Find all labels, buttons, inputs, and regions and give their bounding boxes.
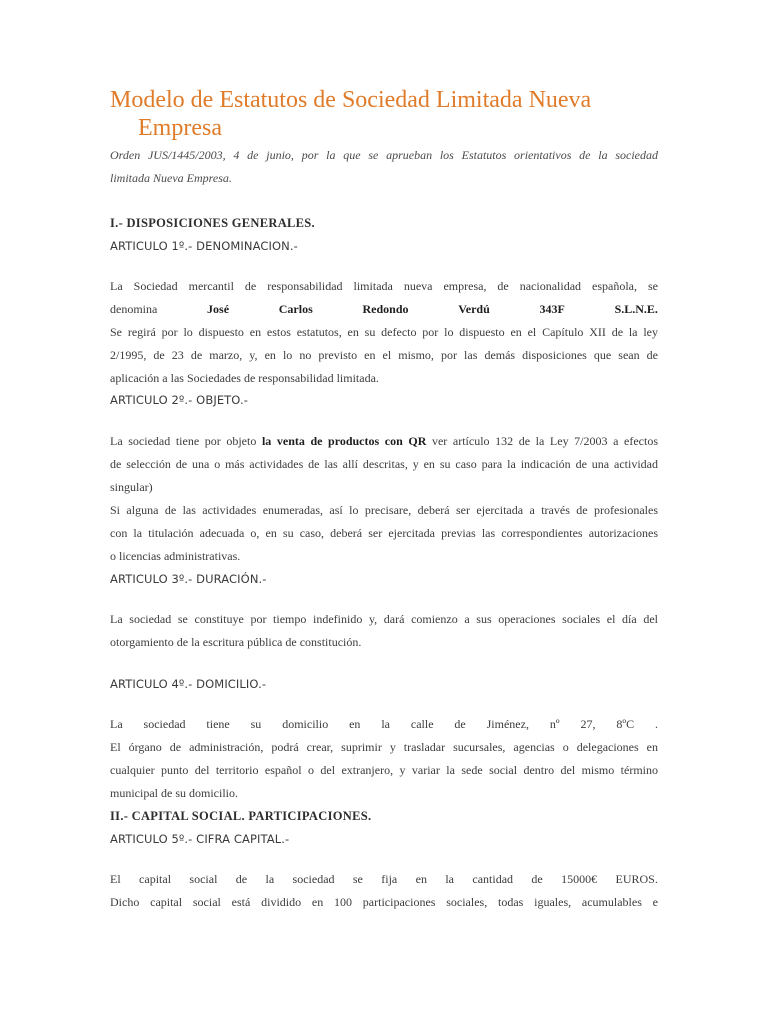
address-word: 8ºC [616,717,635,731]
capital-word: de [235,872,248,886]
article-2-line-3: singular) [110,480,153,494]
article-3-line-1: La sociedad se constituye por tiempo indefinido y, dará comienzo a sus operaciones sociales el día del [110,612,658,626]
company-name-word: 343F [539,302,565,316]
company-name-word: S.L.N.E. [614,302,658,316]
capital-word: EUROS. [615,872,658,886]
article-3-paragraph [110,608,658,654]
denomina-word: denomina [110,302,158,316]
article-3-heading: ARTICULO 3º.- DURACIÓN.- [110,572,267,586]
address-word: Jiménez, [486,717,529,731]
article-2-paragraph [110,430,658,568]
capital-word: de [531,872,543,886]
address-word: 27, [580,717,596,731]
article-2-heading: ARTICULO 2º.- OBJETO.- [110,393,248,407]
company-name-word: Redondo [362,302,409,316]
company-name-word: Verdú [458,302,490,316]
article-1-heading: ARTICULO 1º.- DENOMINACION.- [110,239,298,253]
article-1-line-3: Se regirá por lo dispuesto en estos estatutos, en su defecto por lo dispuesto en el Capítulo XII de la ley [110,325,658,339]
article-2-line-1 [110,430,658,453]
capital-word: la [265,872,275,886]
address-word: en [349,717,361,731]
address-word: La [110,717,123,731]
document-subtitle [110,144,658,190]
section-heading-general: I.- DISPOSICIONES GENERALES. [110,216,315,230]
address-word: . [655,717,658,731]
address-word: su [250,717,262,731]
subtitle-line-1: Orden JUS/1445/2003, 4 de junio, por la que se aprueban los Estatutos orientativos de la sociedad [110,148,658,162]
article-1-denomination-line [110,298,658,321]
capital-word: fija [381,872,398,886]
address-word: la [381,717,390,731]
capital-word: la [445,872,455,886]
article-2-line-5: con la titulación adecuada o, en su caso, deberá ser ejercitada previas las correspondientes autorizaciones [110,526,658,540]
object-reference-text: ver artículo 132 de la Ley 7/2003 a efectos [426,434,658,448]
title-line-2: Empresa [138,115,222,141]
capital-word: en [415,872,427,886]
article-5-capital-line [110,868,658,891]
address-word: domicilio [282,717,329,731]
capital-word: se [352,872,363,886]
company-name-word: Carlos [278,302,313,316]
document-title [110,86,658,142]
capital-word: sociedad [292,872,335,886]
article-4-line-3: cualquier punto del territorio español o del extranjero, y variar la sede social dentro del mismo término [110,763,658,777]
address-word: calle [410,717,434,731]
subtitle-line-2: limitada Nueva Empresa. [110,171,232,185]
capital-word: social [189,872,218,886]
article-4-line-2: El órgano de administración, podrá crear, suprimir y trasladar sucursales, agencias o delegaciones en [110,740,658,754]
article-4-paragraph [110,713,658,805]
article-4-heading: ARTICULO 4º.- DOMICILIO.- [110,677,267,691]
article-5-line-2: Dicho capital social está dividido en 100 participaciones sociales, todas iguales, acumulables e [110,895,658,909]
article-5-heading: ARTICULO 5º.- CIFRA CAPITAL.- [110,832,290,846]
capital-word: cantidad [472,872,514,886]
article-3-line-2: otorgamiento de la escritura pública de constitución. [110,635,362,649]
article-1-line-4: 2/1995, de 23 de marzo, y, en lo no previsto en el mismo, por las demás disposiciones que sean de [110,348,658,362]
capital-word: capital [139,872,172,886]
article-1-line-5: aplicación a las Sociedades de responsabilidad limitada. [110,371,379,385]
article-5-paragraph [110,868,658,914]
article-4-line-4: municipal de su domicilio. [110,786,238,800]
capital-amount: 15000€ [561,872,598,886]
company-name-word: José [207,302,230,316]
section-heading-capital: II.- CAPITAL SOCIAL. PARTICIPACIONES. [110,809,372,823]
article-2-line-4: Si alguna de las actividades enumeradas, así lo precisare, deberá ser ejercitada a través de profesionales [110,503,658,517]
address-word: nº [549,717,560,731]
object-intro-text: La sociedad tiene por objeto [110,434,262,448]
title-line-1: Modelo de Estatutos de Sociedad Limitada Nueva [110,87,592,113]
article-2-line-2: de selección de una o más actividades de las allí descritas, y en su caso para la indicación de una actividad [110,457,658,471]
address-word: de [454,717,466,731]
capital-word: El [110,872,121,886]
article-2-line-6: o licencias administrativas. [110,549,241,563]
address-word: sociedad [143,717,186,731]
object-description: la venta de productos con QR [261,434,427,448]
article-4-address-line [110,713,658,736]
article-1-paragraph-1 [110,275,658,390]
address-word: tiene [206,717,230,731]
article-1-line-1: La Sociedad mercantil de responsabilidad limitada nueva empresa, de nacionalidad española, se [110,279,658,293]
